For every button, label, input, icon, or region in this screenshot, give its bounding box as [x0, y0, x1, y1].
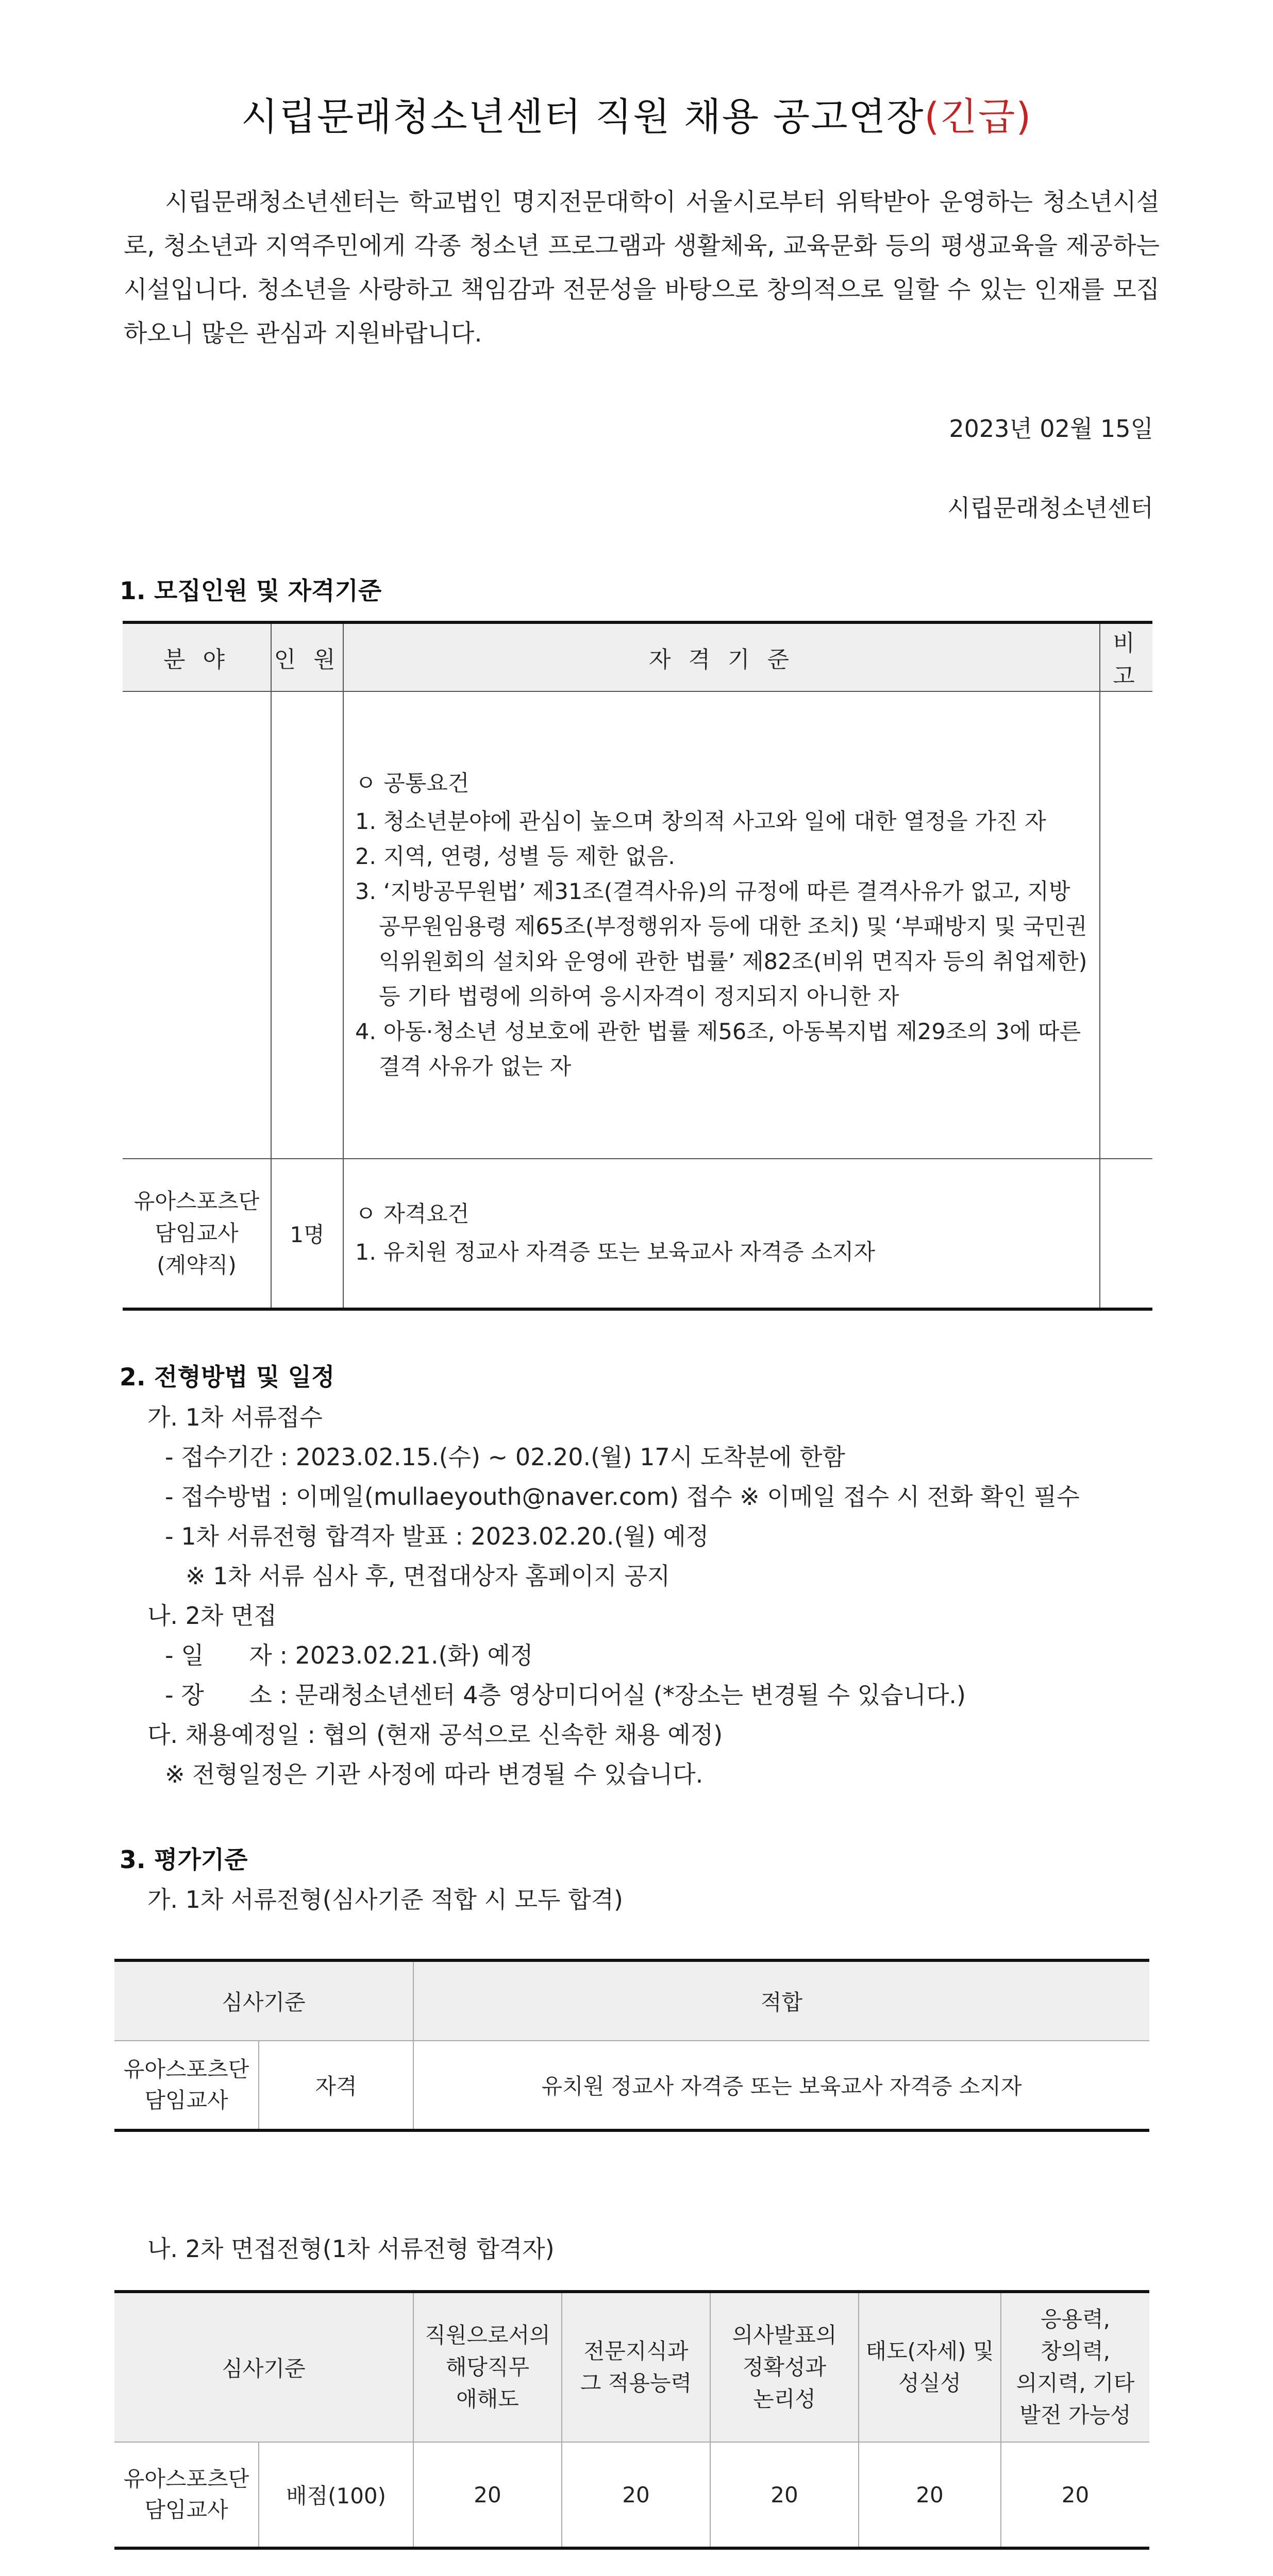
t3-col-5: 응용력, 창의력, 의지력, 기타 발전 가능성	[1001, 2292, 1149, 2442]
t2-field: 유아스포츠단 담임교사	[114, 2041, 259, 2130]
title-urgent: (긴급)	[924, 95, 1032, 139]
t3-col-4: 태도(자세) 및 성실성	[859, 2292, 1001, 2442]
s2-line: - 일 자 : 2023.02.21.(화) 예정	[165, 1641, 533, 1669]
title-main: 시립문래청소년센터 직원 채용 공고연장	[241, 95, 925, 139]
s2-line: - 접수방법 : 이메일(mullaeyouth@naver.com) 접수 ※ 이메일 접수 시 전화 확인 필수	[165, 1483, 1080, 1511]
s2-line: ※ 전형일정은 기관 사정에 따라 변경될 수 있습니다.	[165, 1760, 703, 1788]
s2-line: - 장 소 : 문래청소년센터 4층 영상미디어실 (*장소는 변경될 수 있습니다.)	[165, 1681, 966, 1709]
intro-paragraph: 시립문래청소년센터는 학교법인 명지전문대학이 서울시로부터 위탁받아 운영하는 청소년시설로, 청소년과 지역주민에게 각종 청소년 프로그램과 생활체육, 교육문화 등의 평생교육을 제공하는 시설입니다. 청소년을 사랑하고 책임감과 전문성을 바탕으로 창의적으로 일할 수 있는 인재를 모집하오니 많은 관심과 지원바랍니다.	[124, 188, 1160, 348]
t3-col-1: 직원으로서의 해당직무 애해도	[413, 2292, 562, 2442]
section-1-heading: 1. 모집인원 및 자격기준	[120, 577, 382, 605]
t3-field: 유아스포츠단 담임교사	[114, 2442, 259, 2548]
t3-col-2: 전문지식과 그 적용능력	[562, 2292, 710, 2442]
common-item: 3. ‘지방공무원법’ 제31조(결격사유)의 규정에 따른 결격사유가 없고, 지방공무원임용령 제65조(부정행위자 등에 대한 조치) 및 ‘부패방지 및 국민권익위원회의 설치와 운영에 관한 법률’ 제82조(비위 면직자 등의 취업제한) 등 기타 법령에 의하여 응시자격이 정지되지 아니한 자	[355, 878, 1087, 1010]
common-item: 2. 지역, 연령, 성별 등 제한 없음.	[355, 843, 675, 870]
s2-line: - 1차 서류전형 합격자 발표 : 2023.02.20.(월) 예정	[165, 1522, 709, 1550]
t2-label: 자격	[259, 2041, 413, 2130]
s3-sub-1: 가. 1차 서류전형(심사기준 적합 시 모두 합격)	[147, 1886, 623, 1913]
page-title	[0, 87, 1273, 141]
t3-header-criteria: 심사기준	[114, 2292, 413, 2442]
t3-score: 20	[1001, 2442, 1149, 2548]
t2-value: 유치원 정교사 자격증 또는 보육교사 자격증 소지자	[413, 2041, 1149, 2130]
col-count: 인 원	[271, 622, 343, 691]
common-item: 4. 아동·청소년 성보호에 관한 법률 제56조, 아동복지법 제29조의 3에 따른 결격 사유가 없는 자	[355, 1019, 1081, 1080]
section-2-heading: 2. 전형방법 및 일정	[120, 1363, 335, 1392]
s2-line: ※ 1차 서류 심사 후, 면접대상자 홈페이지 공지	[186, 1562, 671, 1590]
common-requirements	[343, 691, 1100, 1159]
s2-line: 나. 2차 면접	[147, 1602, 277, 1630]
t3-score: 20	[562, 2442, 710, 2548]
s2-line: 다. 채용예정일 : 협의 (현재 공석으로 신속한 채용 예정)	[147, 1721, 723, 1749]
col-field: 분 야	[123, 622, 271, 691]
s3-sub-2: 나. 2차 면접전형(1차 서류전형 합격자)	[147, 2235, 555, 2263]
t3-score: 20	[859, 2442, 1001, 2548]
s2-line: 가. 1차 서류접수	[147, 1403, 323, 1431]
t3-score-label: 배점(100)	[259, 2442, 413, 2548]
common-item: 1. 청소년분야에 관심이 높으며 창의적 사고와 일에 대한 열정을 가진 자	[355, 808, 1046, 835]
specific-requirements	[343, 1159, 1100, 1309]
common-title: ㅇ 공통요건	[355, 770, 470, 796]
t2-header-criteria: 심사기준	[114, 1960, 413, 2041]
field-cell: 유아스포츠단 담임교사 (계약직)	[123, 1159, 271, 1309]
qualification-table	[123, 621, 1152, 1311]
col-qualification: 자 격 기 준	[343, 622, 1100, 691]
col-note: 비 고	[1100, 622, 1152, 691]
notice-date: 2023년 02월 15일	[949, 415, 1153, 443]
organization-name: 시립문래청소년센터	[947, 494, 1153, 522]
qual-item: 1. 유치원 정교사 자격증 또는 보육교사 자격증 소지자	[355, 1240, 876, 1265]
interview-table	[114, 2290, 1149, 2550]
t2-header-pass: 적합	[413, 1960, 1149, 2041]
s2-line: - 접수기간 : 2023.02.15.(수) ~ 02.20.(월) 17시 도착분에 한함	[165, 1443, 845, 1471]
document-screening-table	[114, 1959, 1149, 2132]
section-3-heading: 3. 평가기준	[120, 1846, 248, 1874]
count-cell: 1명	[271, 1159, 343, 1309]
t3-col-3: 의사발표의 정확성과 논리성	[710, 2292, 859, 2442]
t3-score: 20	[413, 2442, 562, 2548]
qual-title: ㅇ 자격요건	[355, 1201, 470, 1227]
t3-score: 20	[710, 2442, 859, 2548]
